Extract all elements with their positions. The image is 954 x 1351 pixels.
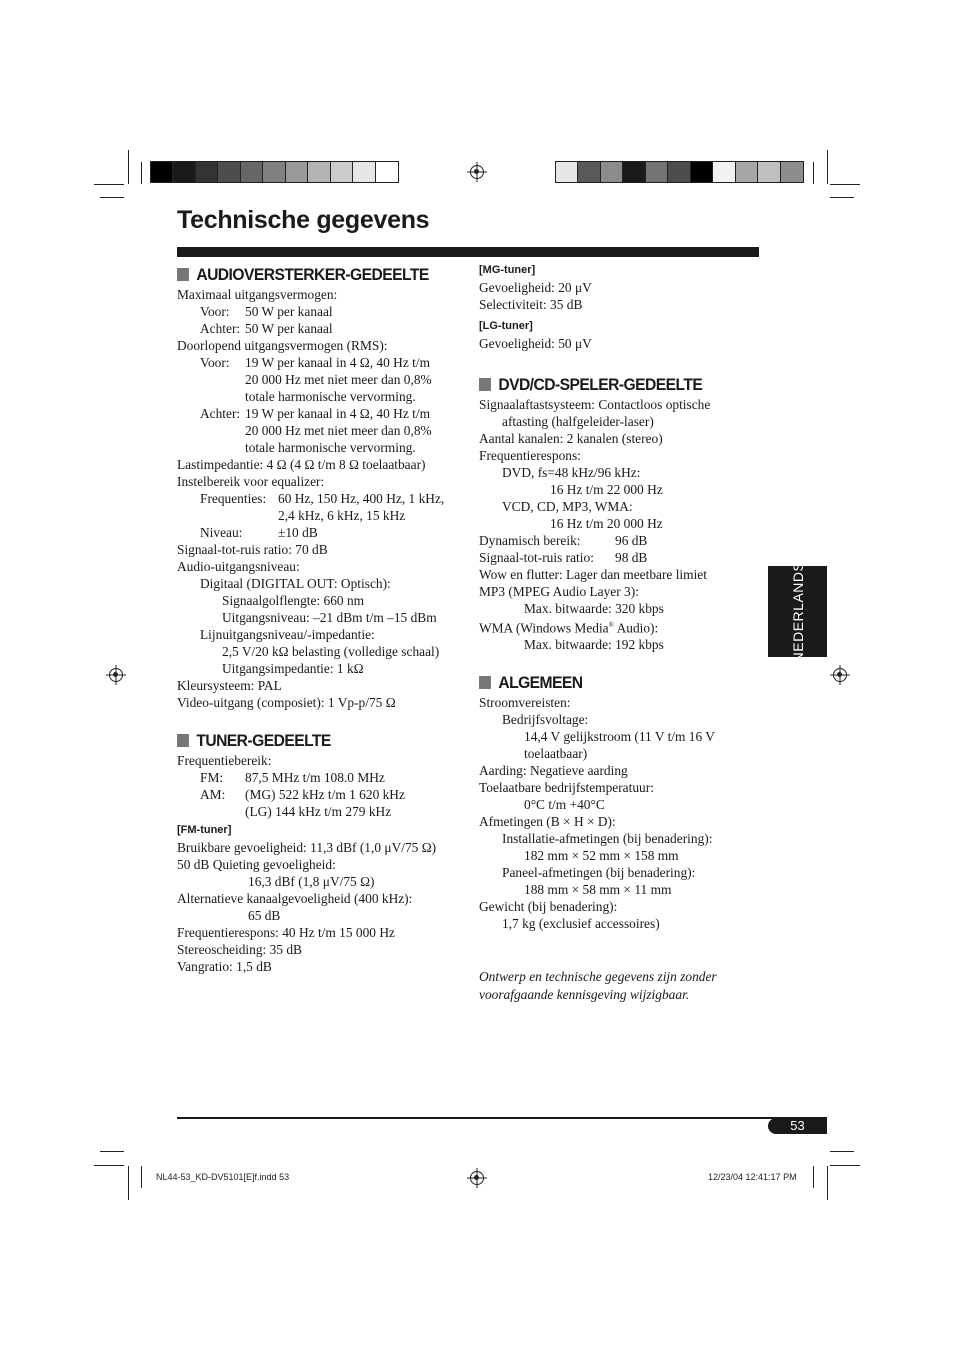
spec-line: 20 000 Hz met niet meer dan 0,8% — [245, 423, 432, 438]
spec-line: Installatie-afmetingen (bij benadering): — [502, 831, 713, 847]
spec-line: Max. bitwaarde: 320 kbps — [524, 601, 664, 616]
crop-mark — [827, 150, 828, 184]
spec-value: 50 W per kanaal — [245, 321, 333, 336]
spec-line: Selectiviteit: 35 dB — [479, 297, 583, 312]
spec-line: Bedrijfsvoltage: — [502, 712, 589, 728]
spec-label: AM: — [200, 787, 226, 802]
spec-label: Frequenties: — [200, 491, 267, 506]
color-swatch — [578, 162, 600, 182]
spec-label: FM: — [200, 770, 224, 785]
spec-line — [177, 786, 467, 803]
spec-line: aftasting (halfgeleider-laser) — [502, 414, 654, 429]
spec-line — [177, 320, 467, 337]
spec-line: 65 dB — [248, 908, 281, 923]
spec-value: 19 W per kanaal in 4 Ω, 40 Hz t/m — [245, 355, 430, 370]
spec-value: 50 W per kanaal — [245, 304, 333, 319]
spec-line: Gewicht (bij benadering): — [479, 899, 618, 915]
spec-line: Lijnuitgangsniveau/-impedantie: — [200, 627, 375, 642]
color-swatch — [218, 162, 240, 182]
spec-line — [177, 354, 467, 371]
spec-line: Lastimpedantie: 4 Ω (4 Ω t/m 8 Ω toelaatbaar) — [177, 457, 426, 472]
crop-mark — [813, 162, 814, 184]
spec-line — [177, 490, 467, 507]
page-title: Technische gegevens — [177, 206, 430, 234]
spec-value: 98 dB — [615, 550, 648, 565]
color-swatch — [781, 162, 803, 182]
color-swatch — [308, 162, 330, 182]
crop-mark — [830, 197, 854, 198]
right-column — [479, 262, 759, 1004]
section-heading-general — [479, 670, 737, 694]
color-swatch — [623, 162, 645, 182]
spec-line: 2,4 kHz, 6 kHz, 15 kHz — [278, 508, 406, 523]
spec-label: Voor: — [200, 304, 230, 319]
crop-mark — [827, 1166, 828, 1200]
spec-line: Doorlopend uitgangsvermogen (RMS): — [177, 338, 388, 353]
crop-mark — [830, 184, 860, 185]
spec-line: MP3 (MPEG Audio Layer 3): — [479, 584, 639, 599]
color-calibration-strip-left — [150, 161, 399, 183]
color-swatch — [758, 162, 780, 182]
spec-line: Uitgangsniveau: –21 dBm t/m –15 dBm — [222, 610, 437, 625]
color-swatch — [691, 162, 713, 182]
subheading-mg-tuner: [MG-tuner] — [479, 264, 536, 276]
color-swatch — [713, 162, 735, 182]
heading-text: AUDIOVERSTERKER-GEDEELTE — [196, 264, 429, 284]
spec-line — [177, 405, 467, 422]
spec-line: 0°C t/m +40°C — [524, 797, 605, 813]
spec-line: toelaatbaar) — [524, 746, 588, 762]
spec-line: totale harmonische vervorming. — [245, 389, 416, 404]
spec-line: Max. bitwaarde: 192 kbps — [524, 637, 664, 653]
color-swatch — [556, 162, 578, 182]
spec-line: Bruikbare gevoeligheid: 11,3 dBf (1,0 μV/75 Ω) — [177, 840, 437, 855]
heading-text: ALGEMEEN — [498, 672, 583, 692]
section-heading-dvd — [479, 372, 737, 396]
color-swatch — [151, 162, 173, 182]
subheading-lg-tuner: [LG-tuner] — [479, 320, 533, 332]
spec-line: Stroomvereisten: — [479, 695, 571, 711]
crop-mark — [94, 184, 124, 185]
color-swatch — [286, 162, 308, 182]
crop-mark — [830, 1165, 860, 1166]
section-heading-tuner — [177, 728, 444, 752]
spec-text: Audio): — [613, 620, 659, 636]
spec-line: Frequentierespons: — [479, 448, 581, 463]
spec-line: Digitaal (DIGITAL OUT: Optisch): — [200, 576, 391, 591]
crop-mark — [128, 1166, 129, 1200]
spec-line: 1,7 kg (exclusief accessoires) — [502, 916, 660, 932]
spec-line: Aarding: Negatieve aarding — [479, 763, 628, 779]
spec-line: Maximaal uitgangsvermogen: — [177, 287, 338, 302]
color-swatch — [241, 162, 263, 182]
color-swatch — [173, 162, 195, 182]
heading-text: DVD/CD-SPELER-GEDEELTE — [498, 374, 703, 394]
slug-timestamp: 12/23/04 12:41:17 PM — [708, 1172, 797, 1182]
registration-mark-icon — [109, 668, 123, 682]
color-swatch — [353, 162, 375, 182]
spec-value: ±10 dB — [278, 525, 318, 540]
spec-line: Instelbereik voor equalizer: — [177, 474, 325, 489]
registration-mark-icon — [470, 1171, 484, 1185]
spec-line: Gevoeligheid: 20 μV — [479, 280, 592, 295]
slug-file-info: NL44-53_KD-DV5101[E]f.indd 53 — [156, 1172, 290, 1182]
spec-value: 19 W per kanaal in 4 Ω, 40 Hz t/m — [245, 406, 430, 421]
spec-label: Achter: — [200, 406, 241, 421]
spec-line: Afmetingen (B × H × D): — [479, 814, 616, 830]
language-tab — [768, 561, 827, 662]
spec-line: 50 dB Quieting gevoeligheid: — [177, 857, 336, 872]
spec-line: 16,3 dBf (1,8 μV/75 Ω) — [248, 874, 375, 889]
spec-value: 87,5 MHz t/m 108.0 MHz — [245, 770, 385, 785]
color-swatch — [601, 162, 623, 182]
spec-line: Kleursysteem: PAL — [177, 678, 282, 693]
disclaimer-note: voorafgaande kennisgeving wijzigbaar. — [479, 987, 690, 1003]
spec-line: Signaalgolflengte: 660 nm — [222, 593, 365, 608]
spec-line: Stereoscheiding: 35 dB — [177, 942, 302, 957]
spec-label: Dynamisch bereik: — [479, 533, 581, 548]
registration-mark-icon — [470, 165, 484, 179]
language-tab-label: NEDERLANDS — [789, 561, 806, 662]
spec-line: Uitgangsimpedantie: 1 kΩ — [222, 661, 364, 676]
disclaimer-note: Ontwerp en technische gegevens zijn zonder — [479, 969, 717, 985]
color-calibration-strip-right — [555, 161, 804, 183]
section-heading-audio — [177, 262, 444, 286]
crop-mark — [141, 162, 142, 184]
spec-line: Alternatieve kanaalgevoeligheid (400 kHz): — [177, 891, 413, 906]
spec-label: Achter: — [200, 321, 241, 336]
spec-value: (MG) 522 kHz t/m 1 620 kHz — [245, 787, 405, 802]
crop-mark — [100, 1151, 124, 1152]
spec-line — [177, 524, 467, 541]
crop-mark — [94, 1165, 124, 1166]
spec-line: DVD, fs=48 kHz/96 kHz: — [502, 465, 641, 480]
spec-line: Signaalaftastsysteem: Contactloos optische — [479, 397, 711, 412]
spec-line: 16 Hz t/m 22 000 Hz — [550, 482, 663, 497]
spec-value: 60 Hz, 150 Hz, 400 Hz, 1 kHz, — [278, 491, 445, 506]
spec-line: Wow en flutter: Lager dan meetbare limiet — [479, 567, 707, 582]
crop-mark — [813, 1166, 814, 1188]
spec-line: totale harmonische vervorming. — [245, 440, 416, 455]
spec-line: Gevoeligheid: 50 μV — [479, 336, 592, 351]
spec-line: Video-uitgang (composiet): 1 Vp-p/75 Ω — [177, 695, 396, 710]
crop-mark — [100, 197, 124, 198]
spec-line — [479, 549, 759, 566]
color-swatch — [376, 162, 398, 182]
color-swatch — [668, 162, 690, 182]
color-swatch — [646, 162, 668, 182]
spec-label: Niveau: — [200, 525, 243, 540]
left-column — [177, 262, 467, 975]
registration-mark-icon — [833, 668, 847, 682]
spec-line — [479, 617, 759, 636]
spec-line — [177, 303, 467, 320]
spec-line: Aantal kanalen: 2 kanalen (stereo) — [479, 431, 663, 446]
spec-line: 20 000 Hz met niet meer dan 0,8% — [245, 372, 432, 387]
color-swatch — [263, 162, 285, 182]
color-swatch — [736, 162, 758, 182]
spec-line: Paneel-afmetingen (bij benadering): — [502, 865, 696, 881]
subheading-fm-tuner: [FM-tuner] — [177, 824, 232, 836]
spec-line: 2,5 V/20 kΩ belasting (volledige schaal) — [222, 644, 440, 659]
page-number: 53 — [768, 1118, 827, 1134]
heading-square-icon — [479, 378, 491, 391]
spec-label: Voor: — [200, 355, 230, 370]
spec-line: Frequentiebereik: — [177, 753, 272, 768]
title-rule — [177, 247, 759, 257]
heading-square-icon — [177, 734, 189, 747]
spec-line: 188 mm × 58 mm × 11 mm — [524, 882, 672, 898]
spec-label: Signaal-tot-ruis ratio: — [479, 550, 594, 565]
color-swatch — [331, 162, 353, 182]
heading-square-icon — [479, 676, 491, 689]
spec-value: 96 dB — [615, 533, 648, 548]
spec-line: (LG) 144 kHz t/m 279 kHz — [245, 804, 392, 819]
spec-line: Audio-uitgangsniveau: — [177, 559, 300, 574]
spec-text: WMA (Windows Media — [479, 620, 609, 636]
crop-mark — [830, 1151, 854, 1152]
spec-line: Frequentierespons: 40 Hz t/m 15 000 Hz — [177, 925, 395, 940]
spec-line: 182 mm × 52 mm × 158 mm — [524, 848, 679, 864]
spec-line: Vangratio: 1,5 dB — [177, 959, 272, 974]
spec-line: Signaal-tot-ruis ratio: 70 dB — [177, 542, 328, 557]
spec-line: Toelaatbare bedrijfstemperatuur: — [479, 780, 654, 796]
spec-line: VCD, CD, MP3, WMA: — [502, 499, 633, 514]
registered-mark: ® — [608, 621, 614, 629]
footer-rule — [177, 1117, 827, 1119]
crop-mark — [128, 150, 129, 184]
color-swatch — [196, 162, 218, 182]
spec-line — [177, 769, 467, 786]
spec-line: 14,4 V gelijkstroom (11 V t/m 16 V — [524, 729, 715, 745]
heading-text: TUNER-GEDEELTE — [196, 730, 331, 750]
spec-line: 16 Hz t/m 20 000 Hz — [550, 516, 663, 531]
heading-square-icon — [177, 268, 189, 281]
spec-line — [479, 532, 759, 549]
crop-mark — [141, 1166, 142, 1188]
